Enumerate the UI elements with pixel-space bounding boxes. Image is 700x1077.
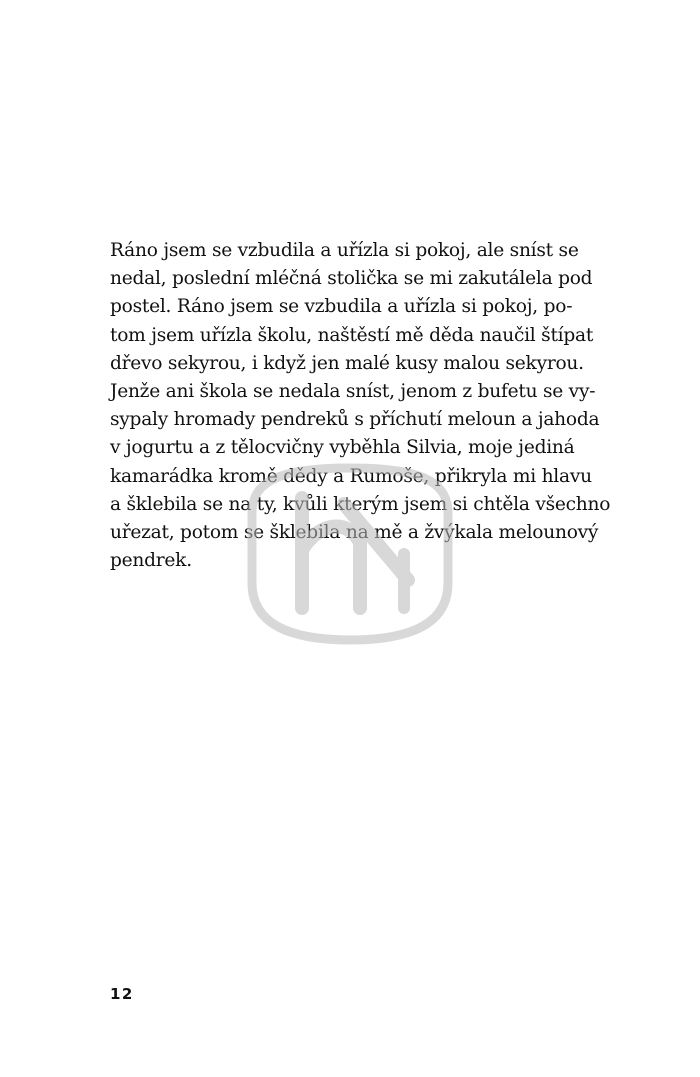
text-line: kamarádka kromě dědy a Rumoše, přikryla mi hlavu — [110, 465, 592, 487]
text-line: Jenže ani škola se nedala sníst, jenom z bufetu se vy- — [110, 381, 596, 403]
text-line: dřevo sekyrou, i když jen malé kusy malou sekyrou. — [110, 352, 584, 374]
text-line: pendrek. — [110, 550, 192, 572]
text-line: a šklebila se na ty, kvůli kterým jsem si chtěla všechno — [110, 493, 611, 515]
text-line: sypaly hromady pendreků s příchutí meloun a jahoda — [110, 409, 600, 431]
text-line: v jogurtu a z tělocvičny vyběhla Silvia, moje jediná — [110, 437, 575, 459]
text-line: tom jsem uřízla školu, naštěstí mě děda naučil štípat — [110, 324, 594, 346]
text-line: nedal, poslední mléčná stolička se mi zakutálela pod — [110, 268, 593, 290]
page-number: 12 — [110, 985, 134, 1003]
text-line: uřezat, potom se šklebila na mě a žvýkala melounový — [110, 522, 599, 544]
body-paragraph — [110, 237, 630, 575]
text-line: postel. Ráno jsem se vzbudila a uřízla si pokoj, po- — [110, 296, 573, 318]
text-line: Ráno jsem se vzbudila a uřízla si pokoj, ale sníst se — [110, 240, 579, 261]
